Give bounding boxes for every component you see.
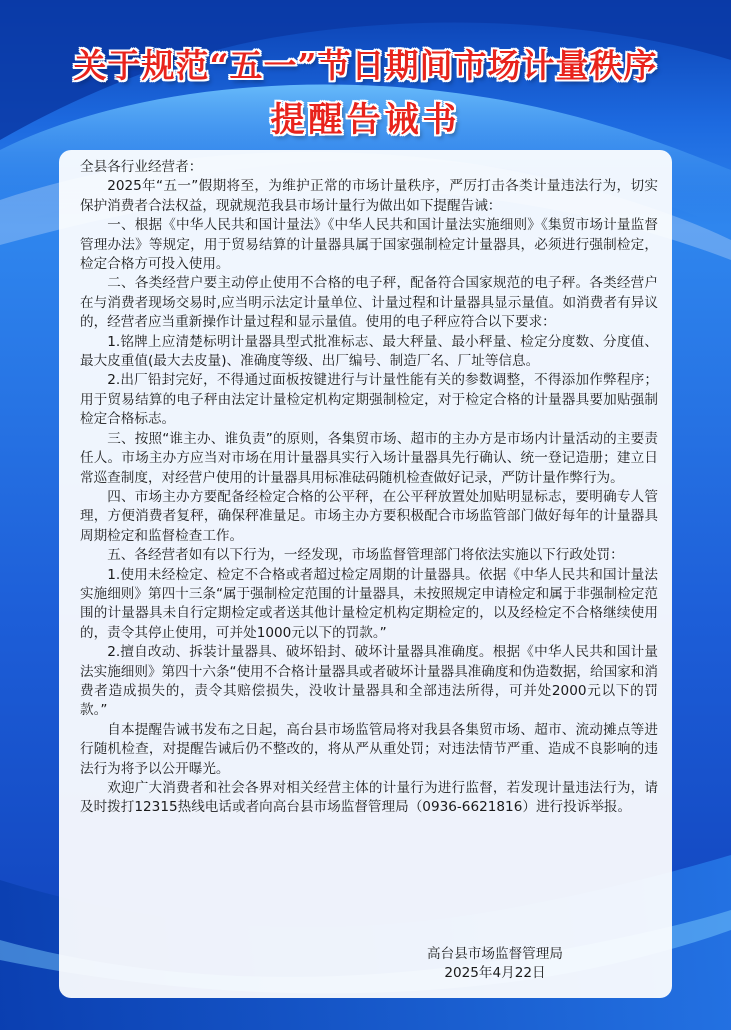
paragraph-inspection: 自本提醒告诫书发布之日起，高台县市场监管局将对我县各集贸市场、超市、流动摊点等进行随机检查，对提醒告诫后仍不整改的，将从严从重处罚；对违法情节严重、造成不良影响的违法行为将予以公开曝光。 xyxy=(80,721,658,777)
paragraph-item-3: 三、按照“谁主办、谁负责”的原则，各集贸市场、超市的主办方是市场内计量活动的主要责任人。市场主办方应当对市场在用计量器具实行入场计量器具先行确认、统一登记造册；建立日常巡查制度，对经营户使用的计量器具用标准砝码随机检查做好记录，严防计量作弊行为。 xyxy=(80,430,658,486)
paragraph-intro: 2025年“五一”假期将至，为维护正常的市场计量秩序，严厉打击各类计量违法行为，切实保护消费者合法权益，现就规范我县市场计量行为做出如下提醒告诫： xyxy=(80,178,658,214)
paragraph-item-2-sub-2: 2.出厂铅封完好，不得通过面板按键进行与计量性能有关的参数调整，不得添加作弊程序；用于贸易结算的电子秤由法定计量检定机构定期强制检定，对于检定合格的计量器具要加贴强制检定合格标志。 xyxy=(80,372,658,428)
paragraph-item-5: 五、各经营者如有以下行为，一经发现，市场监督管理部门将依法实施以下行政处罚： xyxy=(107,547,624,564)
signature-date: 2025年4月22日 xyxy=(444,965,546,981)
paragraph-item-5-sub-1: 1.使用未经检定、检定不合格或者超过检定周期的计量器具。依据《中华人民共和国计量法实施细则》第四十三条“属于强制检定范围的计量器具，未按照规定申请检定和属于非强制检定范围的计量器具未自行定期检定或者送其他计量检定机构定期检定的，以及经检定不合格继续使用的，责令其停止使用，可并处1000元以下的罚款。” xyxy=(80,566,658,641)
salutation: 全县各行业经营者： xyxy=(80,159,203,175)
paragraph-item-1: 一、根据《中华人民共和国计量法》《中华人民共和国计量法实施细则》《集贸市场计量监督管理办法》等规定，用于贸易结算的计量器具属于国家强制检定计量器具，必须进行强制检定，检定合格方可投入使用。 xyxy=(80,217,658,273)
paragraph-item-2: 二、各类经营户要主动停止使用不合格的电子秤，配备符合国家规范的电子秤。各类经营户在与消费者现场交易时,应当明示法定计量单位、计量过程和计量器具显示量值。如消费者有异议的，经营者应当重新操作计量过程和显示量值。使用的电子秤应符合以下要求： xyxy=(80,275,658,331)
title-line-1: 关于规范“五一”节日期间市场计量秩序 xyxy=(73,46,658,85)
letter-body xyxy=(80,158,658,818)
paragraph-item-2-sub-1: 1.铭牌上应清楚标明计量器具型式批准标志、最大秤量、最小秤量、检定分度数、分度值、最大皮重值(最大去皮量)、准确度等级、出厂编号、制造厂名、厂址等信息。 xyxy=(80,333,658,370)
paragraph-contact: 欢迎广大消费者和社会各界对相关经营主体的计量行为进行监督，若发现计量违法行为，请及时拨打12315热线电话或者向高台县市场监督管理局（0936-6621816）进行投诉举报。 xyxy=(80,780,658,816)
title-line-2: 提醒告诫书 xyxy=(270,100,461,140)
paragraph-item-4: 四、市场主办方要配备经检定合格的公平秤，在公平秤放置处加贴明显标志，要明确专人管理，方便消费者复秤，确保秤准量足。市场主办方要积极配合市场监管部门做好每年的计量器具周期检定和监督检查工作。 xyxy=(80,488,658,544)
paragraph-item-5-sub-2: 2.擅自改动、拆装计量器具、破坏铅封、破坏计量器具准确度。根据《中华人民共和国计量法实施细则》第四十六条“使用不合格计量器具或者破坏计量器具准确度和伪造数据，给国家和消费者造成损失的，责令其赔偿损失，没收计量器具和全部违法所得，可并处2000元以下的罚款。” xyxy=(80,644,658,719)
signature-organization: 高台县市场监督管理局 xyxy=(427,946,563,962)
